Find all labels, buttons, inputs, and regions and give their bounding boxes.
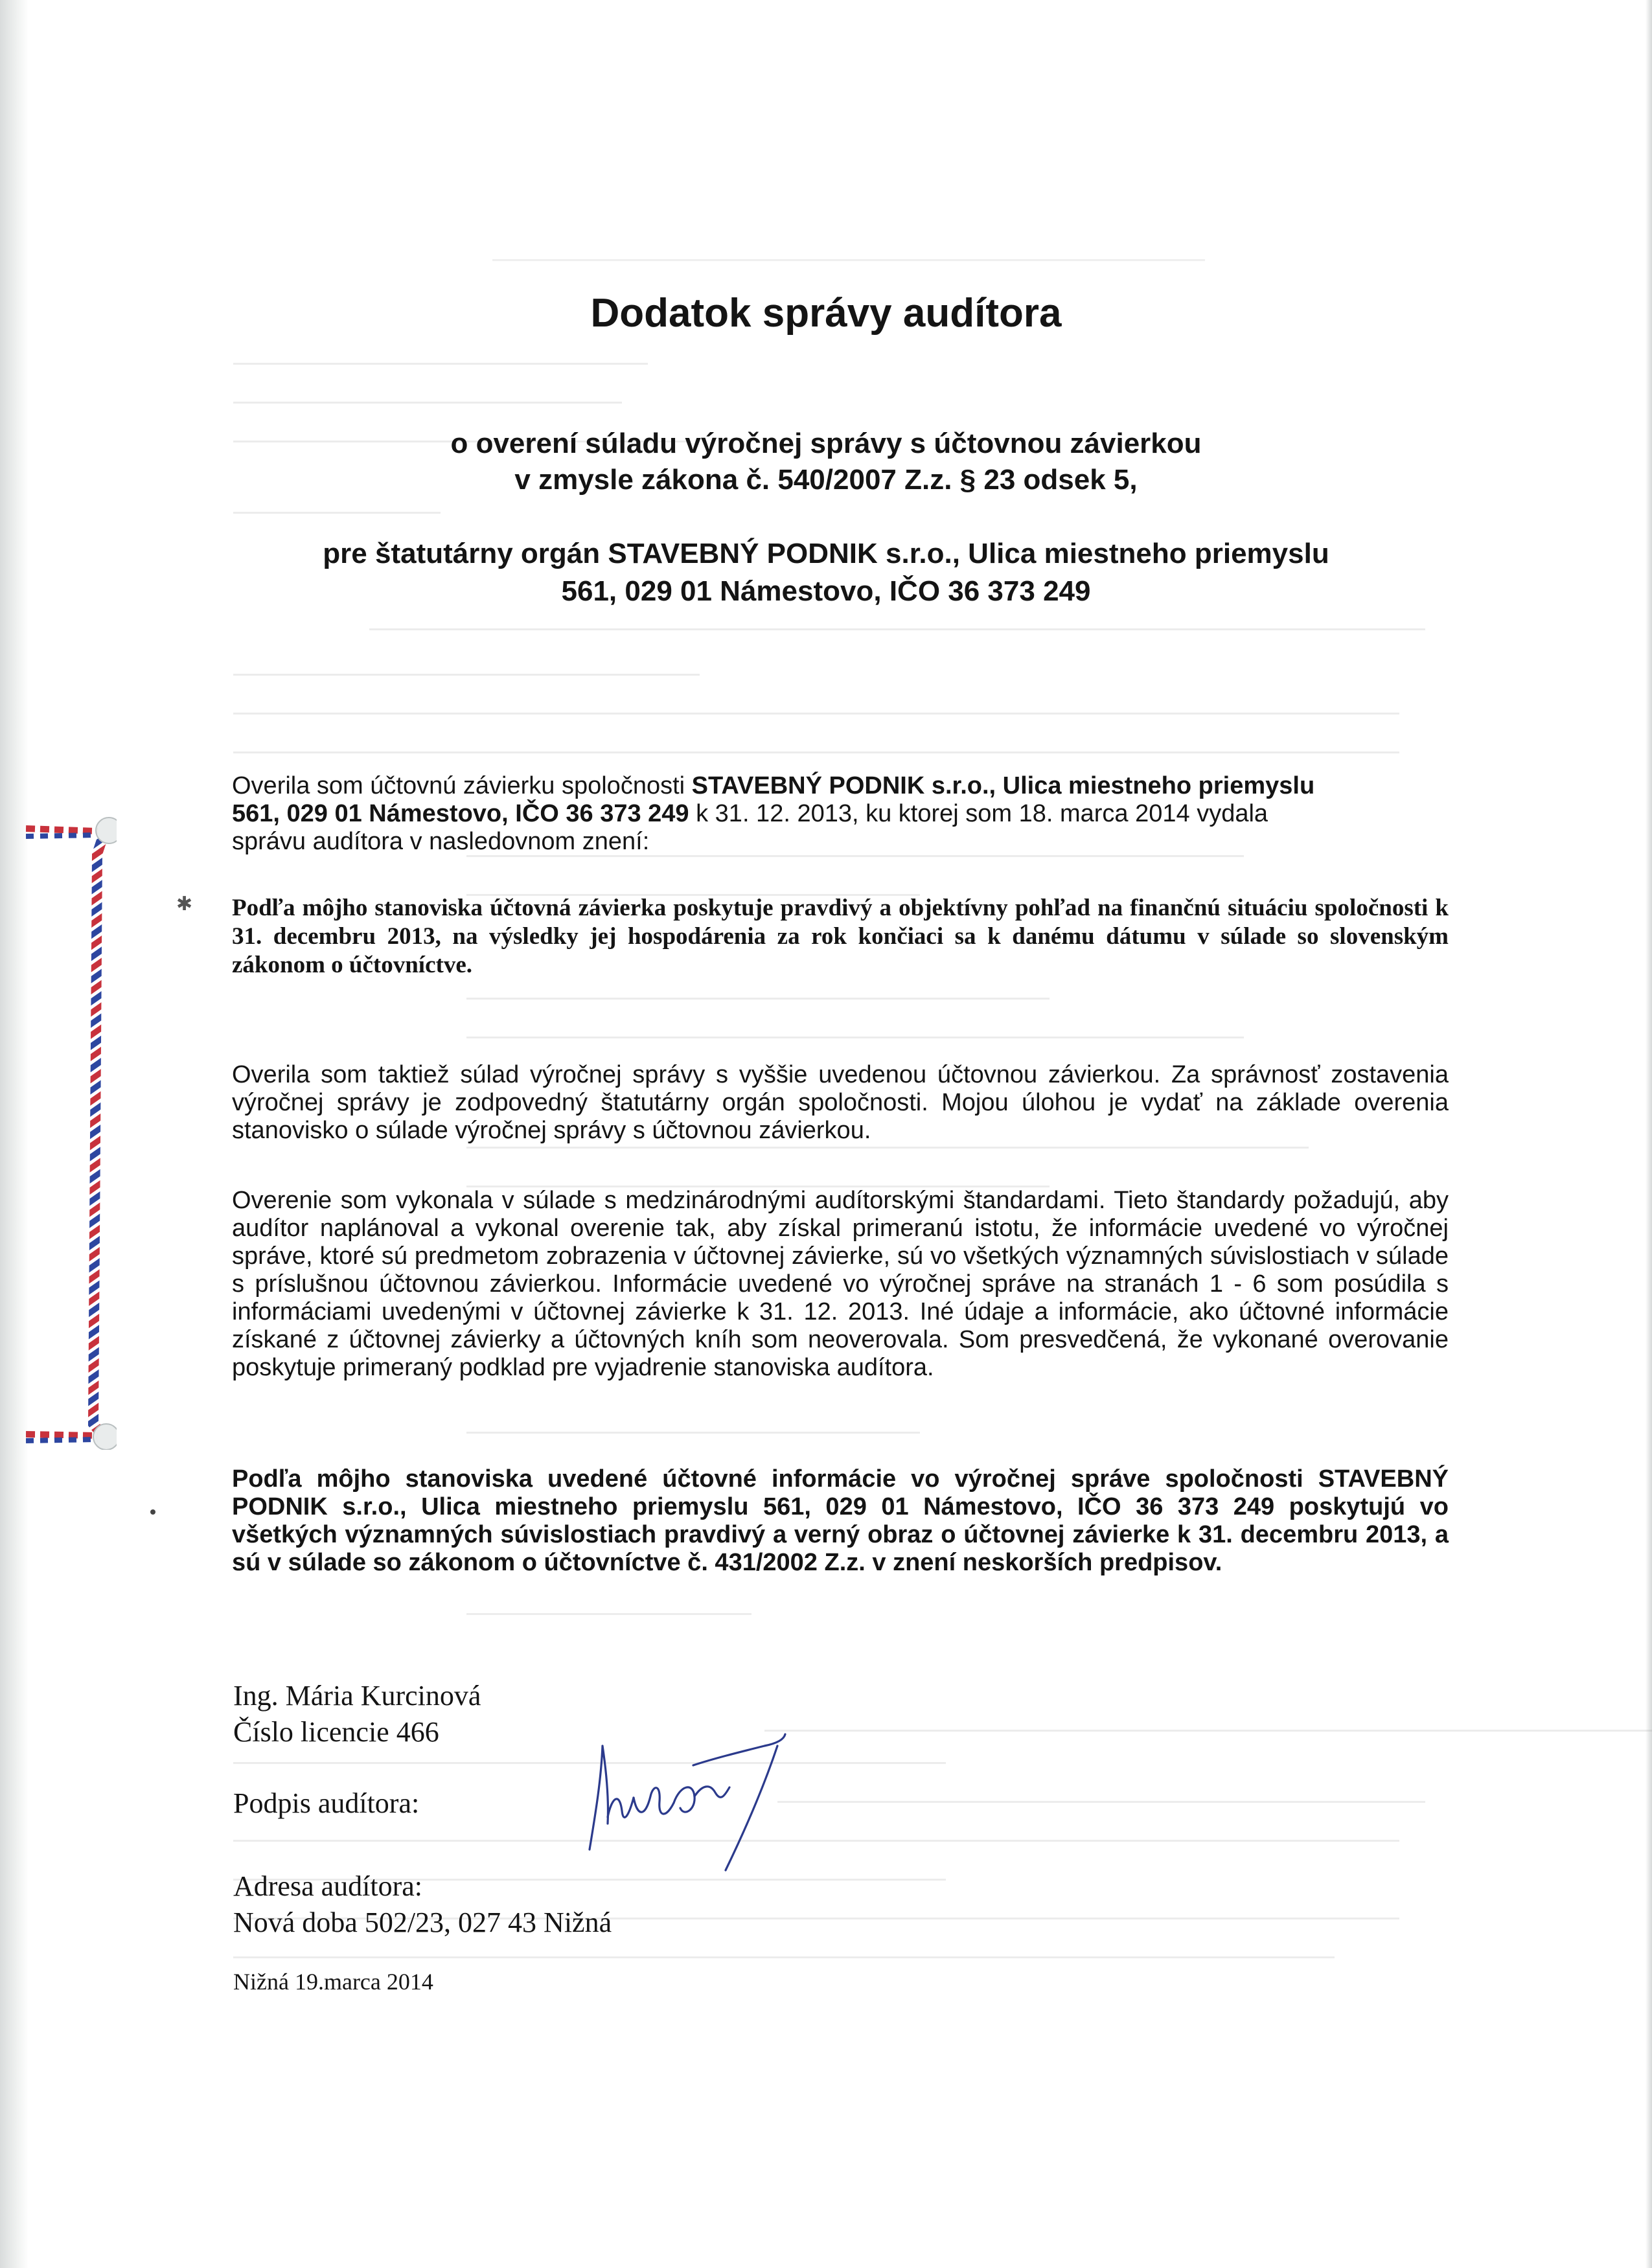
address-label: Adresa audítora: [233,1870,422,1902]
page-left-edge [0,0,29,2268]
binding-cord-end-top [26,819,104,845]
paragraph-audit-opinion: Podľa môjho stanoviska účtovná závierka poskytuje pravdivý a objektívny pohľad na finančnú situáciu spoločnosti k 31. decembru 2013, na výsledky jej hospodárenia za rok končiaci sa k danému dátumu v súlade so slovenským zákonom o účtovníctve. [232,895,1449,978]
auditor-address: Nová doba 502/23, 027 43 Nižná [233,1907,612,1938]
company-name: STAVEBNÝ PODNIK s.r.o., Ulica miestneho priemyslu [691,772,1315,799]
p1-text: Overila som účtovnú závierku spoločnosti [232,772,692,799]
paragraph-verification [232,772,1449,856]
page-right-edge [1646,0,1652,2268]
subtitle-line-1: o overení súladu výročnej správy s účtovnou závierkou [450,428,1202,459]
paragraph-standards: Overenie som vykonala v súlade s medzinárodnými audítorskými štandardami. Tieto štandardy požadujú, aby audítor naplánoval a vykonal overenie tak, aby získal primeranú istotu, že informácie uvedené vo výročnej správe, ktoré sú predmetom zobrazenia v účtovnej závierke, sú vo všetkých významných súvislostiach v súlade s príslušnou účtovnou závierkou. Informácie uvedené vo výročnej správe na stranách 1 - 6 som posúdila s informáciami uvedenými v účtovnej závierke k 31. 12. 2013. Iné údaje a informácie, ako účtovné informácie získané z účtovnej závierky a účtovných kníh som neoverovala. Som presvedčená, že vykonané overovanie poskytuje primeraný podklad pre vyjadrenie stanoviska audítora. [232,1187,1449,1381]
p1-text: k 31. 12. 2013, ku ktorej som 18. marca 2014 vydala [689,800,1268,827]
company-address: 561, 029 01 Námestovo, IČO 36 373 249 [232,800,689,827]
signature-label: Podpis audítora: [233,1787,420,1819]
paragraph-consistency: Overila som taktiež súlad výročnej správy s vyššie uvedenou účtovnou závierkou. Za správnosť zostavenia výročnej správy je zodpovedný štatutárny orgán spoločnosti. Mojou úlohou je vydať na základe overenia stanovisko o súlade výročnej správy s účtovnou závierkou. [232,1061,1449,1144]
binding-cord [84,815,117,1450]
recipient-line-2: 561, 029 01 Námestovo, IČO 36 373 249 [561,575,1091,607]
scan-speck [150,1509,155,1515]
auditor-name: Ing. Mária Kurcinová [233,1680,481,1712]
auditor-signature [583,1720,790,1875]
place-date: Nižná 19.marca 2014 [233,1969,433,1995]
paragraph-final-opinion: Podľa môjho stanoviska uvedené účtovné informácie vo výročnej správe spoločnosti STAVEBNÝ PODNIK s.r.o., Ulica miestneho priemyslu 561, 029 01 Námestovo, IČO 36 373 249 poskytujú vo všetkých významných súvislostiach pravdivý a verný obraz o účtovnej závierke k 31. decembru 2013, a sú v súlade so zákonom o účtovníctve č. 431/2002 Z.z. v znení neskorších predpisov. [232,1465,1449,1576]
p1-text: správu audítora v nasledovnom znení: [232,828,650,855]
binding-cord-end-bottom [26,1424,104,1450]
auditor-license: Číslo licencie 466 [233,1716,439,1748]
subtitle-line-2: v zmysle zákona č. 540/2007 Z.z. § 23 odsek 5, [514,464,1138,496]
scan-speck: ✱ [176,893,193,915]
recipient-line-1: pre štatutárny orgán STAVEBNÝ PODNIK s.r.o., Ulica miestneho priemyslu [323,538,1329,569]
document-title: Dodatok správy audítora [590,291,1062,336]
